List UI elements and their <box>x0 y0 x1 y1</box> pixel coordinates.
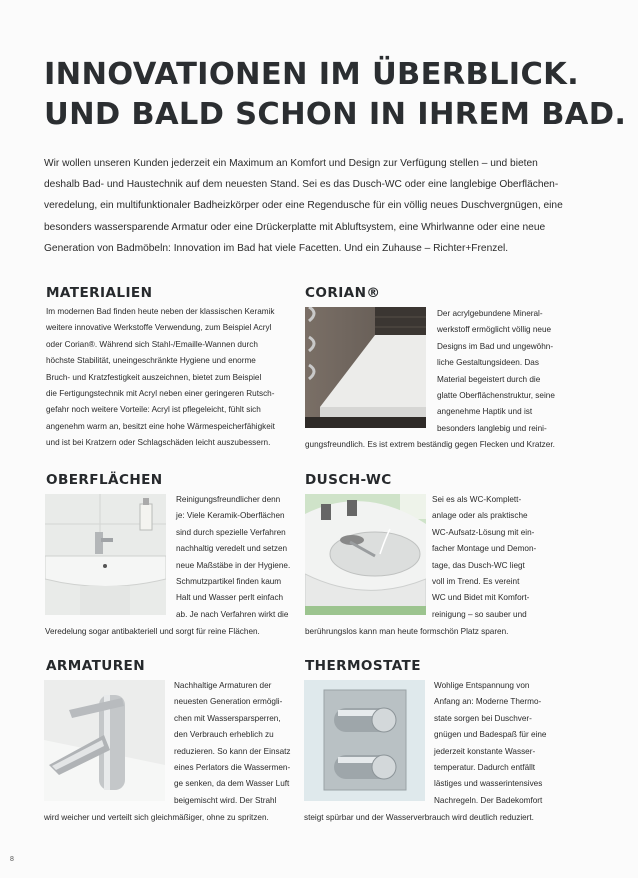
text-line: voll im Trend. Es vereint <box>432 577 520 587</box>
section-title: CORIAN® <box>305 285 381 301</box>
headline-line-2: UND BALD SCHON IN IHREM BAD. <box>44 97 627 132</box>
text-line: Material begeistert durch die <box>437 374 541 384</box>
section-title: DUSCH-WC <box>305 472 392 488</box>
intro-line: veredelung, ein multifunktionaler Badheizkörper oder eine Regendusche für ein völlig neues Duschvergnügen, eine <box>44 200 563 212</box>
intro-paragraph <box>44 153 592 259</box>
text-line: liche Gestaltungsideen. Das <box>437 358 539 368</box>
text-line: den Verbrauch erheblich zu <box>174 730 274 740</box>
text-line: facher Montage und Demon- <box>432 544 537 554</box>
text-line: jederzeit konstante Wasser- <box>434 746 536 756</box>
faucet-photo <box>44 680 165 801</box>
text-line: ge senken, da dem Wasser Luft <box>174 779 290 789</box>
section-title: MATERIALIEN <box>46 285 153 301</box>
thermostate-side-text <box>434 678 594 809</box>
text-line: Schmutzpartikel finden kaum <box>176 577 282 587</box>
text-line: angenehm warm an, besitzt eine hohe Wärmespeicherfähigkeit <box>46 421 275 431</box>
text-line: ab. Je nach Verfahren wirkt die <box>176 609 289 619</box>
page-headline <box>44 55 626 135</box>
text-line: berührungslos kann man heute formschön Platz sparen. <box>305 627 509 636</box>
text-line: Veredelung sogar antibakteriell und sorgt für reine Flächen. <box>45 627 260 636</box>
text-line: gefahr noch weitere Vorteile: Acryl ist pflegeleicht, fühlt sich <box>46 405 261 415</box>
text-line: state sorgen bei Duschver- <box>434 713 532 723</box>
text-line: und ist bei Kratzern oder Schlagschäden leicht auszubessern. <box>46 438 271 448</box>
text-line: eines Perlators die Wassermen- <box>174 763 291 773</box>
oberflaechen-bottom-text <box>45 624 260 640</box>
text-line: werkstoff ermöglicht völlig neue <box>437 325 552 335</box>
text-line: Wohlige Entspannung von <box>434 681 530 690</box>
thermostate-bottom-text <box>304 810 534 826</box>
section-corian <box>305 285 595 301</box>
text-line: WC und Bidet mit Komfort- <box>432 593 530 603</box>
text-line: Nachregeln. Der Badekomfort <box>434 795 543 805</box>
intro-line: Wir wollen unseren Kunden jederzeit ein Maximum an Komfort und Design zur Verfügung stellen – und bieten <box>44 158 538 169</box>
section-thermostate <box>305 658 421 674</box>
text-line: temperatur. Dadurch entfällt <box>434 763 536 773</box>
thermostat-photo <box>304 680 425 801</box>
text-line: wird weicher und verteilt sich gleichmäßiger, ohne zu spritzen. <box>44 813 269 822</box>
text-line: steigt spürbar und der Wasserverbrauch wird deutlich reduziert. <box>304 813 534 822</box>
section-duschwc <box>305 472 392 488</box>
text-line: Nachhaltige Armaturen der <box>174 681 272 690</box>
intro-line: Generation von Badmöbeln: Innovation im Bad hat viele Facetten. Und ein Zuhause – Richter+Frenzel. <box>44 242 509 254</box>
section-materialien <box>46 285 296 452</box>
text-line: lästiges und wasserintensives <box>434 779 543 789</box>
text-line: beigemischt wird. Der Strahl <box>174 795 277 805</box>
duschwc-bottom-text <box>305 624 508 640</box>
text-line: Bruch- und Kratzfestigkeit auszeichnen, bietet zum Beispiel <box>46 372 262 382</box>
text-line: Im modernen Bad finden heute neben der klassischen Keramik <box>46 307 275 316</box>
text-line: WC-Aufsatz-Lösung mit ein- <box>432 527 535 537</box>
headline-line-1: INNOVATIONEN IM ÜBERBLICK. <box>44 57 579 92</box>
intro-line: deshalb Bad- und Haustechnik auf dem neuesten Stand. Sei es das Dusch-WC oder eine langlebige Oberflächen- <box>44 179 559 191</box>
corian-bottom-text <box>305 437 555 453</box>
text-line: weitere innovative Werkstoffe Verwendung, zum Beispiel Acryl <box>46 323 272 333</box>
text-line: neuesten Generation ermögli- <box>174 697 283 707</box>
intro-line: besonders wassersparende Armatur oder eine Drückerplatte mit Abluftsystem, eine Whirlwanne oder eine neue <box>44 221 546 233</box>
text-line: oder Corian®. Während sich Stahl-/Emaille-Wannen durch <box>46 339 258 349</box>
section-armaturen <box>46 658 145 674</box>
text-line: Sei es als WC-Komplett- <box>432 495 522 504</box>
washbasin-photo <box>45 494 166 615</box>
corian-side-text <box>437 306 597 437</box>
duschwc-side-text <box>432 492 592 623</box>
text-line: besonders langlebig und reini- <box>437 423 547 433</box>
text-line: je: Viele Keramik-Oberflächen <box>176 511 285 521</box>
text-line: Designs im Bad und ungewöhn- <box>437 341 554 351</box>
section-title: THERMOSTATE <box>305 658 421 674</box>
armaturen-bottom-text <box>44 810 269 826</box>
section-oberflaechen <box>46 472 163 488</box>
text-line: angenehme Haptik und ist <box>437 407 533 417</box>
text-line: reinigung – so sauber und <box>432 609 527 619</box>
shower-toilet-photo <box>305 494 426 615</box>
text-line: anlage oder als praktische <box>432 511 528 521</box>
armaturen-side-text <box>174 678 304 809</box>
text-line: Anfang an: Moderne Thermo- <box>434 697 542 707</box>
text-line: Der acrylgebundene Mineral- <box>437 309 543 318</box>
text-line: nachhaltig veredelt und setzen <box>176 544 288 554</box>
text-line: gnügen und Badespaß für eine <box>434 730 547 740</box>
text-line: neue Maßstäbe in der Hygiene. <box>176 560 291 570</box>
oberflaechen-side-text <box>176 492 306 623</box>
text-line: reduzieren. So kann der Einsatz <box>174 746 291 756</box>
text-line: höchste Stabilität, uneingeschränkte Hygiene und enorme <box>46 356 256 366</box>
text-line: glatte Oberflächenstruktur, seine <box>437 391 555 401</box>
page-number: 8 <box>10 856 14 863</box>
text-line: Halt und Wasser perlt einfach <box>176 593 284 603</box>
text-line: tage, das Dusch-WC liegt <box>432 560 525 570</box>
text-line: gungsfreundlich. Es ist extrem beständig gegen Flecken und Kratzer. <box>305 440 555 449</box>
text-line: chen mit Wassersparsperren, <box>174 713 281 723</box>
text-line: die Fertigungstechnik mit Acryl neben einer geringeren Rutsch- <box>46 389 275 399</box>
text-line: sind durch spezielle Verfahren <box>176 527 286 537</box>
section-title: ARMATUREN <box>46 658 146 674</box>
corian-shower-tray-photo <box>305 307 426 428</box>
section-title: OBERFLÄCHEN <box>46 472 163 488</box>
text-line: Reinigungsfreundlicher denn <box>176 495 281 504</box>
